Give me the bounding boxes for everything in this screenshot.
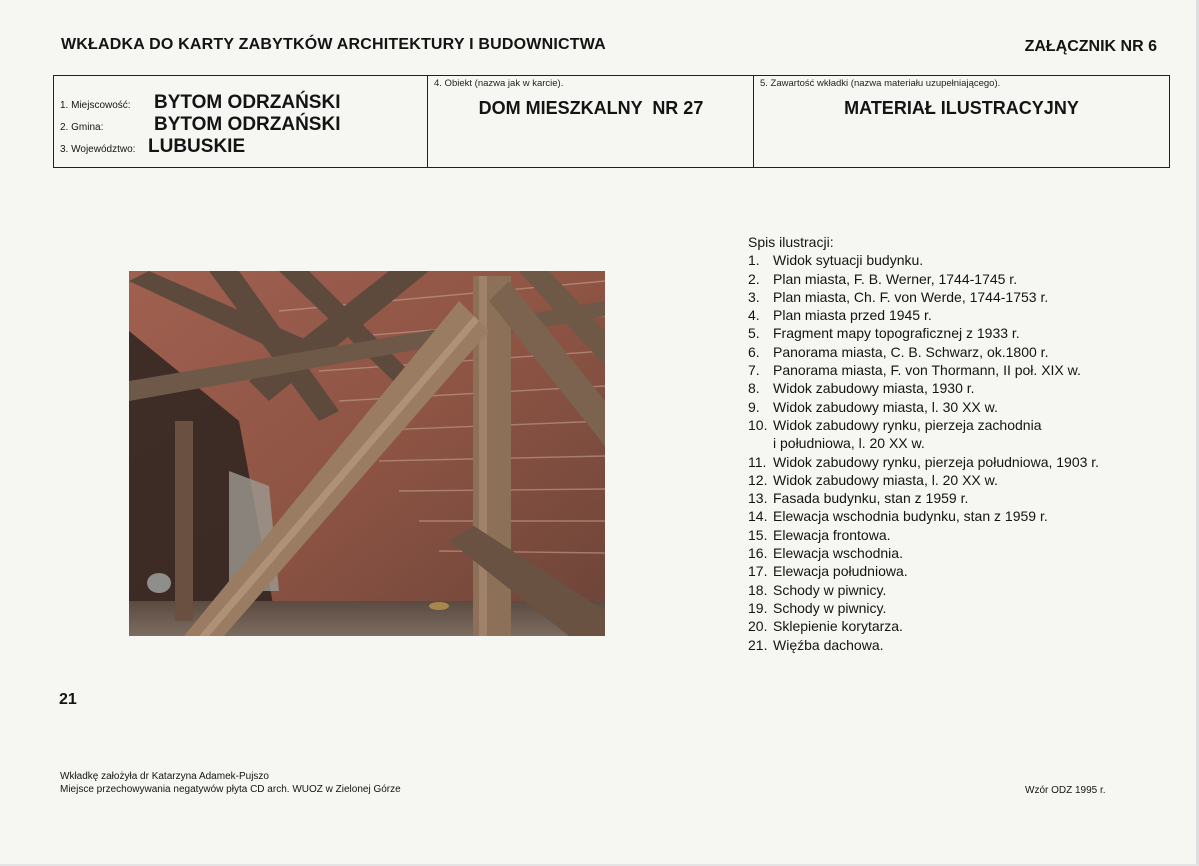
page-number: 21 — [59, 691, 77, 708]
list-item-number: 18. — [748, 581, 768, 598]
list-items — [748, 251, 1099, 654]
list-item-text: Elewacja południowa. — [773, 563, 908, 580]
commune-label: 2. Gmina: — [60, 122, 104, 133]
list-item-text: Więźba dachowa. — [773, 636, 884, 653]
list-item-text: Plan miasta, Ch. F. von Werde, 1744-1753 r. — [773, 288, 1049, 305]
footer-storage: Miejsce przechowywania negatywów płyta CD arch. WUOZ w Zielonej Górze — [60, 784, 401, 795]
list-item — [748, 416, 1099, 434]
list-item-number: 21. — [748, 636, 768, 653]
list-item-text: Schody w piwnicy. — [773, 581, 887, 598]
list-item-number: 7. — [748, 362, 760, 379]
content-label: 5. Zawartość wkładki (nazwa materiału uzupełniającego). — [760, 78, 1001, 89]
annex-label: ZAŁĄCZNIK NR 6 — [1024, 38, 1157, 55]
list-item — [748, 507, 1099, 525]
list-item — [748, 489, 1099, 507]
list-item-text: Elewacja wschodnia budynku, stan z 1959 r. — [773, 508, 1048, 525]
list-item-text: Elewacja wschodnia. — [773, 545, 903, 562]
page-title: WKŁADKA DO KARTY ZABYTKÓW ARCHITEKTURY I BUDOWNICTWA — [61, 36, 606, 53]
list-item — [748, 343, 1099, 361]
photo-illustration — [129, 271, 605, 636]
content-value: MATERIAŁ ILUSTRACYJNY — [844, 98, 1079, 118]
list-item-number: 4. — [748, 307, 760, 324]
list-item — [748, 434, 1099, 452]
roof-truss-photo — [129, 271, 605, 636]
list-item — [748, 636, 1099, 654]
list-item — [748, 544, 1099, 562]
list-item-number: 1. — [748, 252, 760, 269]
list-item-text: Widok zabudowy miasta, l. 20 XX w. — [773, 471, 998, 488]
list-item — [748, 599, 1099, 617]
list-item-text: Widok sytuacji budynku. — [773, 252, 924, 269]
list-item-number: 15. — [748, 526, 768, 543]
list-item — [748, 306, 1099, 324]
footer-credits — [60, 770, 401, 796]
list-item-text: Widok zabudowy miasta, 1930 r. — [773, 380, 975, 397]
voivodeship-row — [60, 136, 245, 158]
list-item-text: Panorama miasta, F. von Thormann, II poł. XIX w. — [773, 362, 1081, 379]
list-item-number: 9. — [748, 398, 760, 415]
list-item-text: Widok zabudowy rynku, pierzeja zachodnia — [773, 416, 1042, 433]
locality-row — [60, 92, 340, 114]
list-item-number: 6. — [748, 343, 760, 360]
object-value: DOM MIESZKALNY NR 27 — [478, 98, 704, 118]
list-item — [748, 270, 1099, 288]
list-item — [748, 251, 1099, 269]
info-table — [53, 75, 1170, 168]
list-item — [748, 361, 1099, 379]
object-label: 4. Obiekt (nazwa jak w karcie). — [434, 78, 564, 89]
list-item-text: Plan miasta, F. B. Werner, 1744-1745 r. — [773, 270, 1018, 287]
commune-value: BYTOM ODRZAŃSKI — [154, 114, 341, 135]
list-item — [748, 471, 1099, 489]
commune-row — [60, 114, 340, 136]
list-item-text: Widok zabudowy miasta, l. 30 XX w. — [773, 398, 998, 415]
list-item — [748, 398, 1099, 416]
location-cell — [54, 76, 427, 167]
list-item — [748, 324, 1099, 342]
list-item-number: 2. — [748, 270, 760, 287]
footer-template: Wzór ODZ 1995 r. — [1025, 785, 1106, 796]
list-item — [748, 617, 1099, 635]
list-item-text: Schody w piwnicy. — [773, 599, 887, 616]
list-item-text: Fragment mapy topograficznej z 1933 r. — [773, 325, 1020, 342]
list-item-number: 8. — [748, 380, 760, 397]
list-item-text: i południowa, l. 20 XX w. — [773, 435, 925, 452]
locality-value: BYTOM ODRZAŃSKI — [154, 92, 341, 113]
list-item-text: Panorama miasta, C. B. Schwarz, ok.1800 r. — [773, 343, 1049, 360]
list-item-text: Fasada budynku, stan z 1959 r. — [773, 490, 969, 507]
locality-label: 1. Miejscowość: — [60, 100, 131, 111]
illustration-list — [748, 233, 1099, 654]
list-item-number: 14. — [748, 508, 768, 525]
list-item — [748, 562, 1099, 580]
list-item-text: Widok zabudowy rynku, pierzeja południowa, 1903 r. — [773, 453, 1100, 470]
list-title: Spis ilustracji: — [748, 234, 834, 250]
list-item-number: 11. — [748, 453, 767, 470]
list-item — [748, 581, 1099, 599]
voivodeship-value: LUBUSKIE — [148, 136, 246, 157]
list-item-number: 5. — [748, 325, 760, 342]
footer-author: Wkładkę założyła dr Katarzyna Adamek-Pujszo — [60, 771, 269, 782]
list-item-number: 10. — [748, 416, 768, 433]
list-item-number: 19. — [748, 599, 768, 616]
voivodeship-label: 3. Województwo: — [60, 144, 136, 155]
list-item-number: 20. — [748, 618, 768, 635]
list-item — [748, 526, 1099, 544]
list-item — [748, 453, 1099, 471]
list-item-text: Plan miasta przed 1945 r. — [773, 307, 932, 324]
list-item — [748, 379, 1099, 397]
list-item-text: Elewacja frontowa. — [773, 526, 891, 543]
content-cell — [753, 76, 1169, 167]
list-item-number: 17. — [748, 563, 768, 580]
list-item-number: 16. — [748, 545, 768, 562]
list-item-number: 3. — [748, 288, 760, 305]
list-item-text: Sklepienie korytarza. — [773, 618, 903, 635]
list-item-number: 13. — [748, 490, 768, 507]
list-item — [748, 288, 1099, 306]
object-cell — [427, 76, 754, 167]
list-item-number: 12. — [748, 471, 768, 488]
